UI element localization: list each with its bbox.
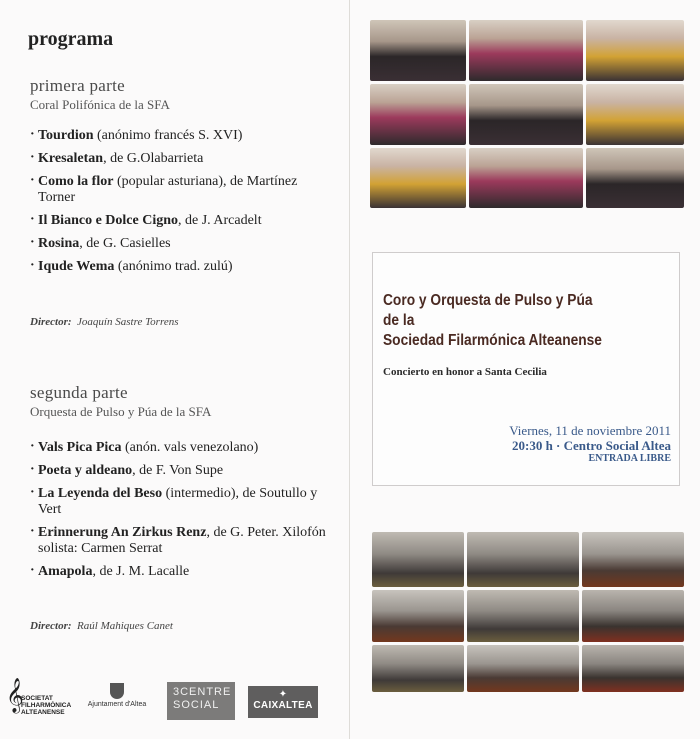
event-title-line: de la: [383, 312, 415, 329]
director-label: Director:: [30, 316, 72, 328]
sfa-logo-line: SOCIETAT: [21, 695, 53, 702]
work-item: [30, 174, 335, 206]
photo-tile: [582, 590, 684, 642]
event-entry: ENTRADA LIBRE: [588, 453, 671, 464]
sfa-logo: [6, 678, 86, 721]
work-detail: (intermedio), de Soutullo y Vert: [38, 486, 318, 517]
work-title: Erinnerung An Zirkus Renz: [38, 525, 207, 540]
work-detail: , de G.Olabarrieta: [103, 151, 204, 166]
photo-tile: [372, 645, 464, 692]
event-time-venue: 20:30 h · Centro Social Altea: [511, 438, 671, 453]
part-1-director: [30, 316, 179, 328]
work-detail: (anónimo francés S. XVI): [93, 128, 243, 143]
director-name: Joaquín Sastre Torrens: [77, 316, 179, 328]
caixaltea-logo: [248, 686, 318, 718]
centre-social-logo: [167, 682, 235, 720]
choir-photo: [370, 20, 684, 208]
photo-tile: [586, 84, 684, 145]
work-item: [30, 564, 335, 580]
work-detail: (anónimo trad. zulú): [114, 259, 233, 274]
work-item: [30, 463, 335, 479]
part-1-subtitle: Coral Polifónica de la SFA: [30, 97, 170, 112]
centre-social-logo-text: [173, 686, 231, 712]
ajuntament-logo: [82, 683, 152, 723]
work-item: [30, 213, 335, 229]
work-title: Como la flor: [38, 174, 114, 189]
photo-tile: [582, 645, 684, 692]
event-title: [383, 291, 632, 351]
event-title-line: Sociedad Filarmónica Alteanense: [383, 332, 602, 349]
photo-tile: [467, 590, 579, 642]
work-title: Tourdion: [38, 128, 94, 143]
caixaltea-emblem-icon: ✦: [278, 689, 288, 700]
photo-tile: [372, 532, 464, 587]
program-heading: programa: [28, 28, 114, 50]
ajuntament-logo-text: Ajuntament d'Altea: [87, 701, 147, 708]
orchestra-photo: [372, 532, 684, 692]
part-1-works: [30, 128, 335, 282]
caixaltea-logo-text: CAIXALTEA: [253, 700, 313, 711]
work-detail: , de J. M. Lacalle: [92, 564, 190, 579]
photo-tile: [582, 532, 684, 587]
photo-tile: [372, 590, 464, 642]
photo-tile: [467, 645, 579, 692]
photo-tile: [370, 20, 466, 81]
work-detail: , de F. Von Supe: [132, 463, 224, 478]
work-title: Kresaletan: [38, 151, 104, 166]
event-title-line: Coro y Orquesta de Pulso y Púa: [383, 292, 593, 309]
work-detail: (popular asturiana), de Martínez Torner: [38, 174, 298, 205]
program-panel: [0, 0, 348, 739]
work-title: La Leyenda del Beso: [38, 486, 163, 501]
part-2-title: segunda parte: [30, 383, 128, 402]
centre-social-line: SOCIAL: [173, 699, 220, 711]
work-detail: , de G. Peter. Xilofón solista: Carmen Serrat: [38, 525, 326, 556]
work-title: Il Bianco e Dolce Cigno: [38, 213, 178, 228]
event-info-box: [372, 252, 680, 486]
event-subtitle: Concierto en honor a Santa Cecilia: [383, 366, 547, 378]
part-2-works: [30, 440, 335, 587]
cover-panel: [350, 0, 700, 739]
part-2-subtitle: Orquesta de Pulso y Púa de la SFA: [30, 404, 212, 419]
sfa-logo-line: FILHARMÒNICA: [21, 702, 72, 709]
part-2-director: [30, 620, 173, 632]
coat-of-arms-icon: [110, 683, 124, 699]
work-title: Iqude Wema: [38, 259, 115, 274]
photo-tile: [469, 84, 583, 145]
part-1-title: primera parte: [30, 76, 125, 95]
work-item: [30, 128, 335, 144]
work-item: [30, 151, 335, 167]
centre-social-line: 3CENTRE: [173, 686, 232, 698]
photo-tile: [469, 148, 583, 208]
event-date: Viernes, 11 de noviembre 2011: [509, 423, 671, 438]
photo-tile: [370, 84, 466, 145]
work-title: Rosina: [38, 236, 80, 251]
treble-clef-icon: 𝄞: [6, 678, 24, 713]
photo-tile: [370, 148, 466, 208]
director-name: Raúl Mahiques Canet: [77, 620, 173, 632]
director-label: Director:: [30, 620, 72, 632]
photo-tile: [469, 20, 583, 81]
work-item: [30, 440, 335, 456]
sfa-logo-text: [21, 695, 71, 716]
work-item: [30, 525, 335, 557]
photo-tile: [586, 20, 684, 81]
work-title: Vals Pica Pica: [38, 440, 122, 455]
work-detail: , de J. Arcadelt: [178, 213, 262, 228]
work-title: Amapola: [38, 564, 93, 579]
work-item: [30, 236, 335, 252]
work-detail: , de G. Casielles: [79, 236, 171, 251]
work-item: [30, 259, 335, 275]
work-item: [30, 486, 335, 518]
sfa-logo-line: ALTEANENSE: [21, 709, 65, 716]
work-detail: (anón. vals venezolano): [121, 440, 259, 455]
work-title: Poeta y aldeano: [38, 463, 133, 478]
photo-tile: [586, 148, 684, 208]
photo-tile: [467, 532, 579, 587]
